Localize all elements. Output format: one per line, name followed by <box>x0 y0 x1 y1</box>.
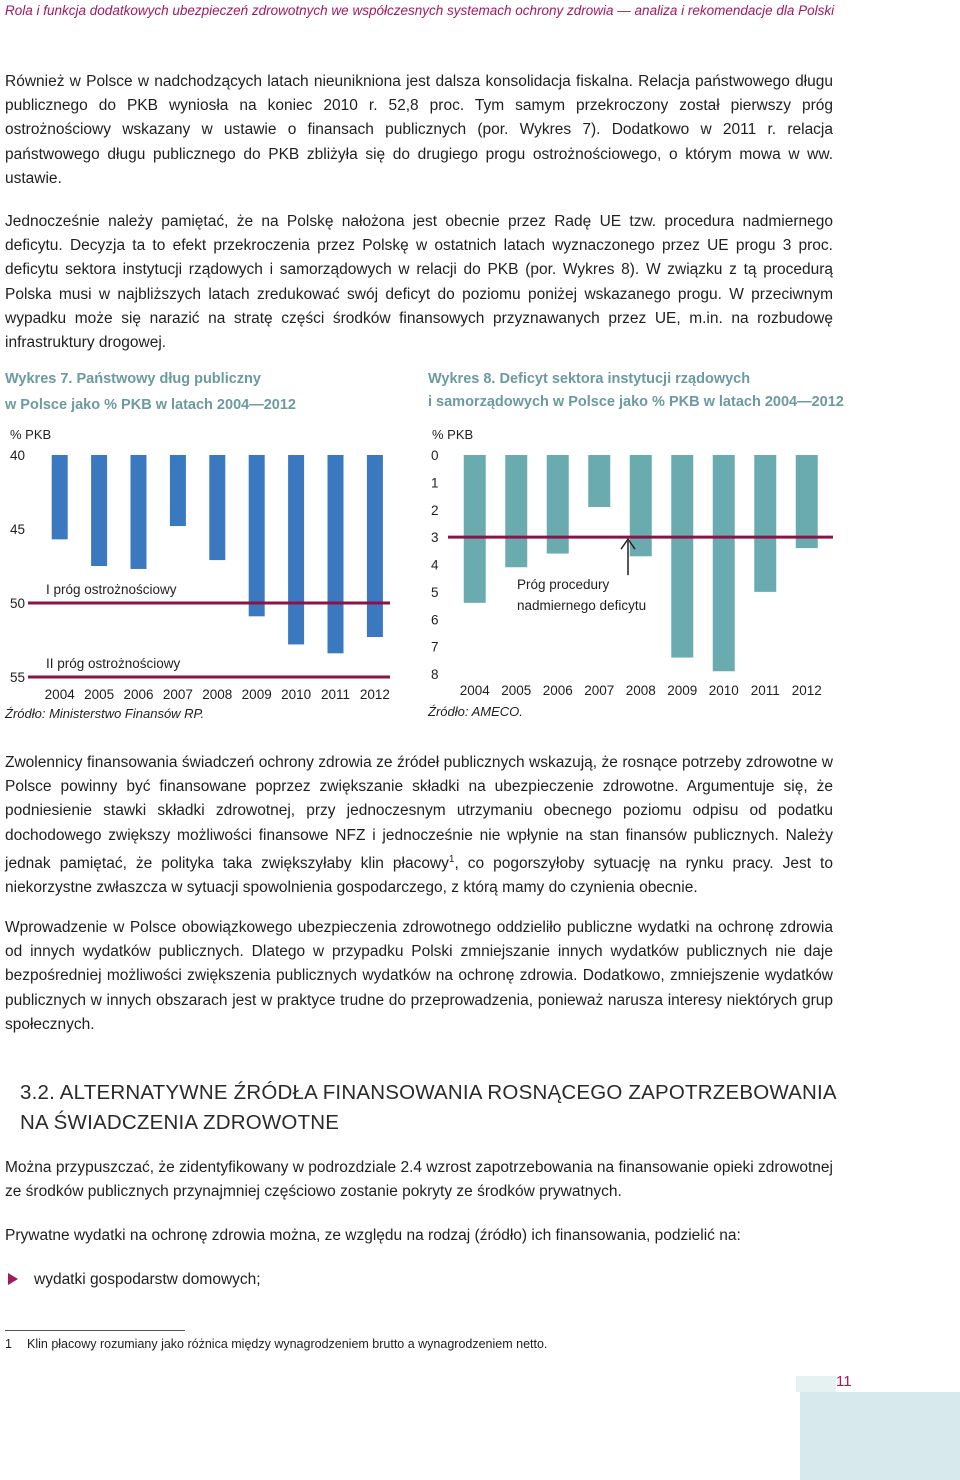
chart8-xtick: 2009 <box>667 683 698 698</box>
chart7-xtick: 2009 <box>241 687 272 702</box>
chart7-xtick: 2008 <box>202 687 233 702</box>
section-number: 3.2. <box>20 1081 55 1104</box>
chart8-xtick: 2012 <box>791 683 822 698</box>
paragraph-health-contribution-part2: , co pogorszyłoby sytuację na rynku pracy. Jest to niekorzystne zwłaszcza w sytuacji spowolnienia gospodarczego, z którą mamy do czynienia obecnie. <box>5 854 833 897</box>
footnote <box>5 1337 547 1351</box>
chart8-xtick: 2006 <box>542 683 573 698</box>
chart7-title-line1: Wykres 7. Państwowy dług publiczny <box>5 371 261 387</box>
bullet-item-text: wydatki gospodarstw domowych; <box>34 1271 261 1288</box>
chart7-bar <box>367 455 383 637</box>
section-title-line2: NA ŚWIADCZENIA ZDROWOTNE <box>20 1111 340 1134</box>
chart8-ytick: 7 <box>431 639 439 655</box>
chart8-ylabel: % PKB <box>432 427 474 442</box>
chart7-bar <box>170 455 186 526</box>
paragraph-health-contribution-part1: Zwolennicy finansowania świadczeń ochrony zdrowia ze źródeł publicznych wskazują, że rosnące potrzeby zdrowotne w Polsce powinny być finansowane poprzez zwiększanie składki na ubezpieczenie zdrowotne. Argumentuje się, że podniesienie stawki składki zdrowotnej, przy jednoczesnym utrzymaniu obecnego poziomu odpisu od podatku dochodowego zwiększy możliwości finansowe NFZ i jednocześnie nie wpłynie na stan finansów publicznych. Należy jednak pamiętać, że polityka taka zwiększyłaby klin płacowy <box>5 754 833 872</box>
chart7-ytick: 45 <box>10 522 26 537</box>
chart7-title-line2: w Polsce jako % PKB w latach 2004—2012 <box>5 397 296 413</box>
paragraph-private-expenditure: Prywatne wydatki na ochronę zdrowia można, ze względu na rodzaj (źródło) ich finansowania, podzielić na: <box>5 1227 741 1244</box>
chart7-xtick: 2011 <box>320 687 351 702</box>
chart7-xtick: 2006 <box>123 687 154 702</box>
chart7-threshold-label: II próg ostrożnościowy <box>46 656 181 671</box>
chart8-source: Źródło: AMECO. <box>428 704 523 719</box>
chart8-ytick: 2 <box>431 502 439 518</box>
chart8-ytick: 0 <box>431 448 439 463</box>
chart8-ytick: 3 <box>431 530 439 546</box>
chart7-xtick: 2005 <box>84 687 115 702</box>
chart8-ytick: 5 <box>431 584 439 600</box>
running-header: Rola i funkcja dodatkowych ubezpieczeń zdrowotnych we współczesnych systemach ochrony zdrowia — analiza i rekomendacje dla Polski <box>5 3 835 18</box>
paragraph-health-contribution <box>5 751 833 900</box>
chart8-title <box>428 368 844 414</box>
chart7-xtick: 2007 <box>162 687 193 702</box>
chart8-bar <box>547 455 569 554</box>
chart7-title <box>5 366 296 418</box>
chart8-ytick: 8 <box>431 667 439 682</box>
chart8-ytick: 1 <box>431 475 439 491</box>
chart7-ytick: 55 <box>10 670 26 685</box>
triangle-bullet-icon <box>8 1273 18 1285</box>
chart7-xtick: 2010 <box>281 687 312 702</box>
chart8-bar <box>505 455 527 567</box>
chart7-bar <box>288 455 304 644</box>
page-number: 11 <box>836 1373 852 1390</box>
paragraph-mandatory-insurance: Wprowadzenie w Polsce obowiązkowego ubezpieczenia zdrowotnego oddzieliło publiczne wydatki na ochronę zdrowia od innych wydatków publicznych. Dlatego w przypadku Polski zmniejszanie innych wydatków publicznych nie daje bezpośredniej możliwości zwiększenia publicznych wydatków na ochronę zdrowia. Dodatkowo, zmniejszenie wydatków publicznych w innych obszarach jest w praktyce trudne do przeprowadzenia, ponieważ narusza interesy niektórych grup społecznych. <box>5 919 833 1033</box>
footnote-number: 1 <box>5 1337 12 1351</box>
chart7-bar <box>52 455 68 539</box>
chart7-bar <box>131 455 147 569</box>
bullet-item <box>8 1268 261 1292</box>
section-heading <box>20 1078 837 1138</box>
chart7-xtick: 2004 <box>44 687 75 702</box>
chart7-bar <box>328 455 344 653</box>
chart8-bar <box>754 455 776 592</box>
chart7-threshold-label: I próg ostrożnościowy <box>46 582 177 597</box>
chart7-ytick: 50 <box>10 596 26 611</box>
chart7-source: Źródło: Ministerstwo Finansów RP. <box>5 706 205 721</box>
chart7-ytick: 40 <box>10 448 26 463</box>
page-number-band <box>796 1376 836 1392</box>
chart8-xtick: 2004 <box>459 683 490 698</box>
paragraph-fiscal-consolidation: Również w Polsce w nadchodzących latach nieunikniona jest dalsza konsolidacja fiskalna. Relacja państwowego długu publicznego do PKB wyniosła na koniec 2010 r. 52,8 proc. Tym samym przekroczony został pierwszy próg ostrożnościowy wskazany w ustawie o finansach publicznych (por. Wykres 7). Dodatkowo w 2011 r. relacja państwowego długu publicznego do PKB zbliżyła się do drugiego progu ostrożnościowego, o którym mowa w ww. ustawie. <box>5 73 833 187</box>
chart8-annotation-line1: Próg procedury <box>517 577 610 592</box>
chart8-xtick: 2005 <box>501 683 532 698</box>
chart7-bar <box>209 455 225 560</box>
chart8-xtick: 2010 <box>708 683 739 698</box>
chart8-bar <box>713 455 735 671</box>
chart8-bar <box>630 455 652 556</box>
chart8-xtick: 2008 <box>625 683 656 698</box>
chart8-annotation-line2: nadmiernego deficytu <box>517 598 647 613</box>
chart8-bar <box>796 455 818 548</box>
chart8-xtick: 2011 <box>750 683 780 698</box>
section-title-line1: ALTERNATYWNE ŹRÓDŁA FINANSOWANIA ROSNĄCEGO ZAPOTRZEBOWANIA <box>59 1081 837 1104</box>
paragraph-private-funding: Można przypuszczać, że zidentyfikowany w podrozdziale 2.4 wzrost zapotrzebowania na finansowanie opieki zdrowotnej ze środków publicznych przynajmniej częściowo zostanie pokryty ze środków prywatnych. <box>5 1159 833 1201</box>
footnote-divider <box>5 1330 185 1331</box>
chart8-bar <box>671 455 693 658</box>
chart8-xtick: 2007 <box>584 683 615 698</box>
chart8-bar <box>588 455 610 507</box>
chart7-bar <box>249 455 265 616</box>
chart8-ytick: 4 <box>431 557 439 573</box>
footnote-ref[interactable]: 1 <box>448 853 455 865</box>
chart8-bar <box>464 455 486 603</box>
chart8-title-line2: i samorządowych w Polsce jako % PKB w latach 2004—2012 <box>428 394 844 410</box>
chart8-ytick: 6 <box>431 612 439 628</box>
chart7-ylabel: % PKB <box>10 427 52 442</box>
page-corner-decoration <box>800 1392 960 1480</box>
chart7-public-debt <box>0 420 400 710</box>
footnote-text: Klin płacowy rozumiany jako różnica między wynagrodzeniem brutto a wynagrodzeniem netto. <box>27 1337 548 1351</box>
chart7-bar <box>91 455 107 566</box>
paragraph-excessive-deficit: Jednocześnie należy pamiętać, że na Polskę nałożona jest obecnie przez Radę UE tzw. procedura nadmiernego deficytu. Decyzja ta to efekt przekroczenia przez Polskę w ostatnich latach wyznaczonego przez UE progu 3 proc. deficytu sektora instytucji rządowych i samorządowych w relacji do PKB (por. Wykres 8). W związku z tą procedurą Polska musi w najbliższych latach zredukować swój deficyt do poziomu poniżej wskazanego progu. W przeciwnym wypadku może się narazić na stratę części środków finansowych przyznawanych przez UE, m.in. na rozbudowę infrastruktury drogowej. <box>5 213 833 352</box>
chart7-xtick: 2012 <box>359 687 390 702</box>
chart8-deficit <box>420 420 840 705</box>
chart8-title-line1: Wykres 8. Deficyt sektora instytucji rządowych <box>428 371 751 387</box>
